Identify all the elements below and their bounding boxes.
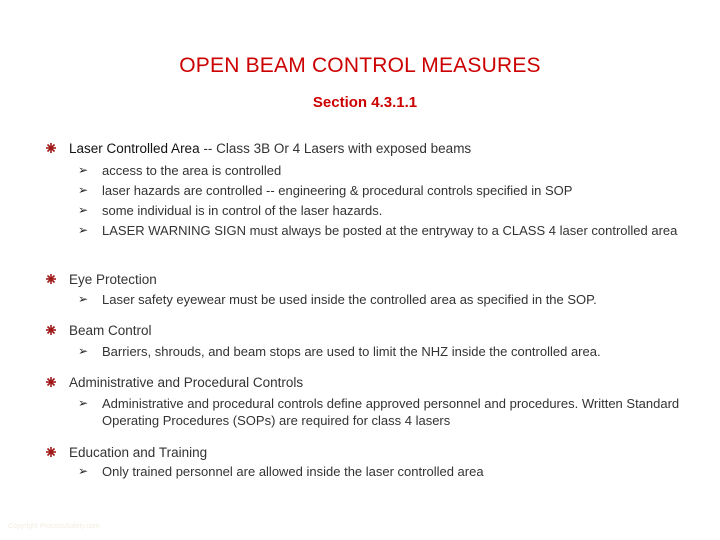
- arrowhead-bullet-icon: ➢: [78, 203, 89, 217]
- arrowhead-bullet-icon: ➢: [78, 183, 89, 197]
- section-heading: Education and Training: [69, 445, 208, 460]
- page-title: OPEN BEAM CONTROL MEASURES: [179, 54, 541, 77]
- arrowhead-bullet-icon: ➢: [78, 292, 89, 306]
- starburst-bullet-icon: [46, 143, 56, 153]
- section-heading: Administrative and Procedural Controls: [69, 375, 304, 390]
- arrowhead-bullet-icon: ➢: [78, 163, 89, 177]
- section-heading: Beam Control: [69, 323, 152, 338]
- section-number: Section 4.3.1.1: [312, 94, 418, 111]
- arrowhead-bullet-icon: ➢: [78, 223, 89, 237]
- starburst-bullet-icon: [46, 377, 56, 387]
- arrowhead-bullet-icon: ➢: [78, 464, 89, 478]
- section-heading: Eye Protection: [69, 272, 157, 287]
- watermark: Copyright ProcessSafety.com: [8, 523, 100, 530]
- arrowhead-bullet-icon: ➢: [78, 396, 89, 410]
- starburst-bullet-icon: [46, 325, 56, 335]
- arrowhead-bullet-icon: ➢: [78, 344, 89, 358]
- starburst-bullet-icon: [46, 447, 56, 457]
- starburst-bullet-icon: [46, 274, 56, 284]
- section-heading: Laser Controlled Area -- Class 3B Or 4 Lasers with exposed beams: [69, 141, 472, 156]
